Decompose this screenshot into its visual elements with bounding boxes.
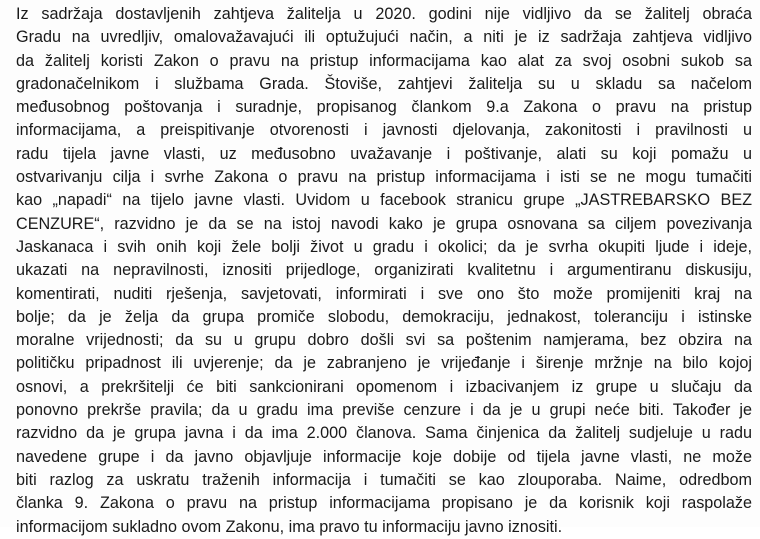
text-line: osnovi, a prekršitelji će biti sankcionirani opomenom i izbacivanjem iz grupe u slučaju da: [16, 377, 752, 396]
text-line: međusobnog poštovanja i suradnje, propisanog člankom 9.a Zakona o pravu na pristup: [16, 98, 752, 117]
text-line: gradonačelnikom i službama Grada. Štoviše, zahtjevi žalitelja su u skladu sa načelom: [16, 74, 752, 93]
text-line-last: informacijom sukladno ovom Zakonu, ima pravo tu informaciju javno iznositi.: [16, 517, 563, 536]
text-line: bolje; da je želja da grupa promiče slobodu, demokraciju, jednakost, toleranciju i istinske: [16, 307, 752, 326]
text-line: Iz sadržaja dostavljenih zahtjeva žalitelja u 2020. godini nije vidljivo da se žalitelj obraća: [16, 5, 752, 23]
text-line: ostvarivanju cilja i svrhe Zakona o pravu na pristup informacijama i isti se ne mogu tumačiti: [16, 168, 752, 187]
text-line: komentirati, nuditi rješenja, savjetovati, informirati i sve ono što može promijeniti kraj na: [16, 284, 752, 303]
text-line: ponovno prekrše pravila; da u gradu ima previše cenzure i da je u grupi neće biti. Također je: [16, 401, 752, 420]
text-line: navedene grupe i da javno objavljuje informacije koje dobije od tijela javne vlasti, ne može: [16, 447, 752, 466]
text-line: Jaskanaca i svih onih koji žele bolji život u gradu i okolici; da je svrha okupiti ljude i ideje,: [16, 237, 752, 256]
text-line: da žalitelj koristi Zakon o pravu na pristup informacijama kao alat za svoj osobni sukob sa: [16, 51, 752, 70]
text-line: političku pripadnost ili uvjerenje; da je zabranjeno je vrijeđanje i širenje mržnje na bilo kojoj: [16, 354, 752, 373]
text-line: moralne vrijednosti; da su u grupu dobro došli svi sa poštenim namjerama, bez obzira na: [16, 331, 752, 350]
text-line: informacijama, a preispitivanje otvorenosti i javnosti djelovanja, zakonitosti i pravilnosti u: [16, 121, 752, 140]
text-line: članka 9. Zakona o pravu na pristup informacijama propisano je da korisnik koji raspolaže: [16, 494, 752, 513]
text-line: ukazati na nepravilnosti, iznositi prijedloge, organizirati kvalitetnu i argumentiranu diskusiju,: [16, 261, 752, 280]
text-line: CENZURE“, razvidno je da se na istoj navodi kako je grupa osnovana sa ciljem povezivanja: [16, 214, 752, 233]
text-line: kao „napadi“ na tijelo javne vlasti. Uvidom u facebook stranicu grupe „JASTREBARSKO BEZ: [16, 191, 752, 210]
document-body-text: [16, 3, 752, 539]
text-line: biti razlog za uskratu traženih informacija i tumačiti se kao zlouporaba. Naime, odredbom: [16, 470, 752, 489]
text-line: radu tijela javne vlasti, uz međusobno uvažavanje i poštivanje, alati su koji pomažu u: [16, 144, 752, 163]
text-line: razvidno da je grupa javna i da ima 2.000 članova. Sama činjenica da žalitelj sudjeluje u radu: [16, 424, 752, 443]
text-line: Gradu na uvredljiv, omalovažavajući ili optužujući način, a niti je iz sadržaja zahtjeva vidljivo: [16, 28, 752, 47]
